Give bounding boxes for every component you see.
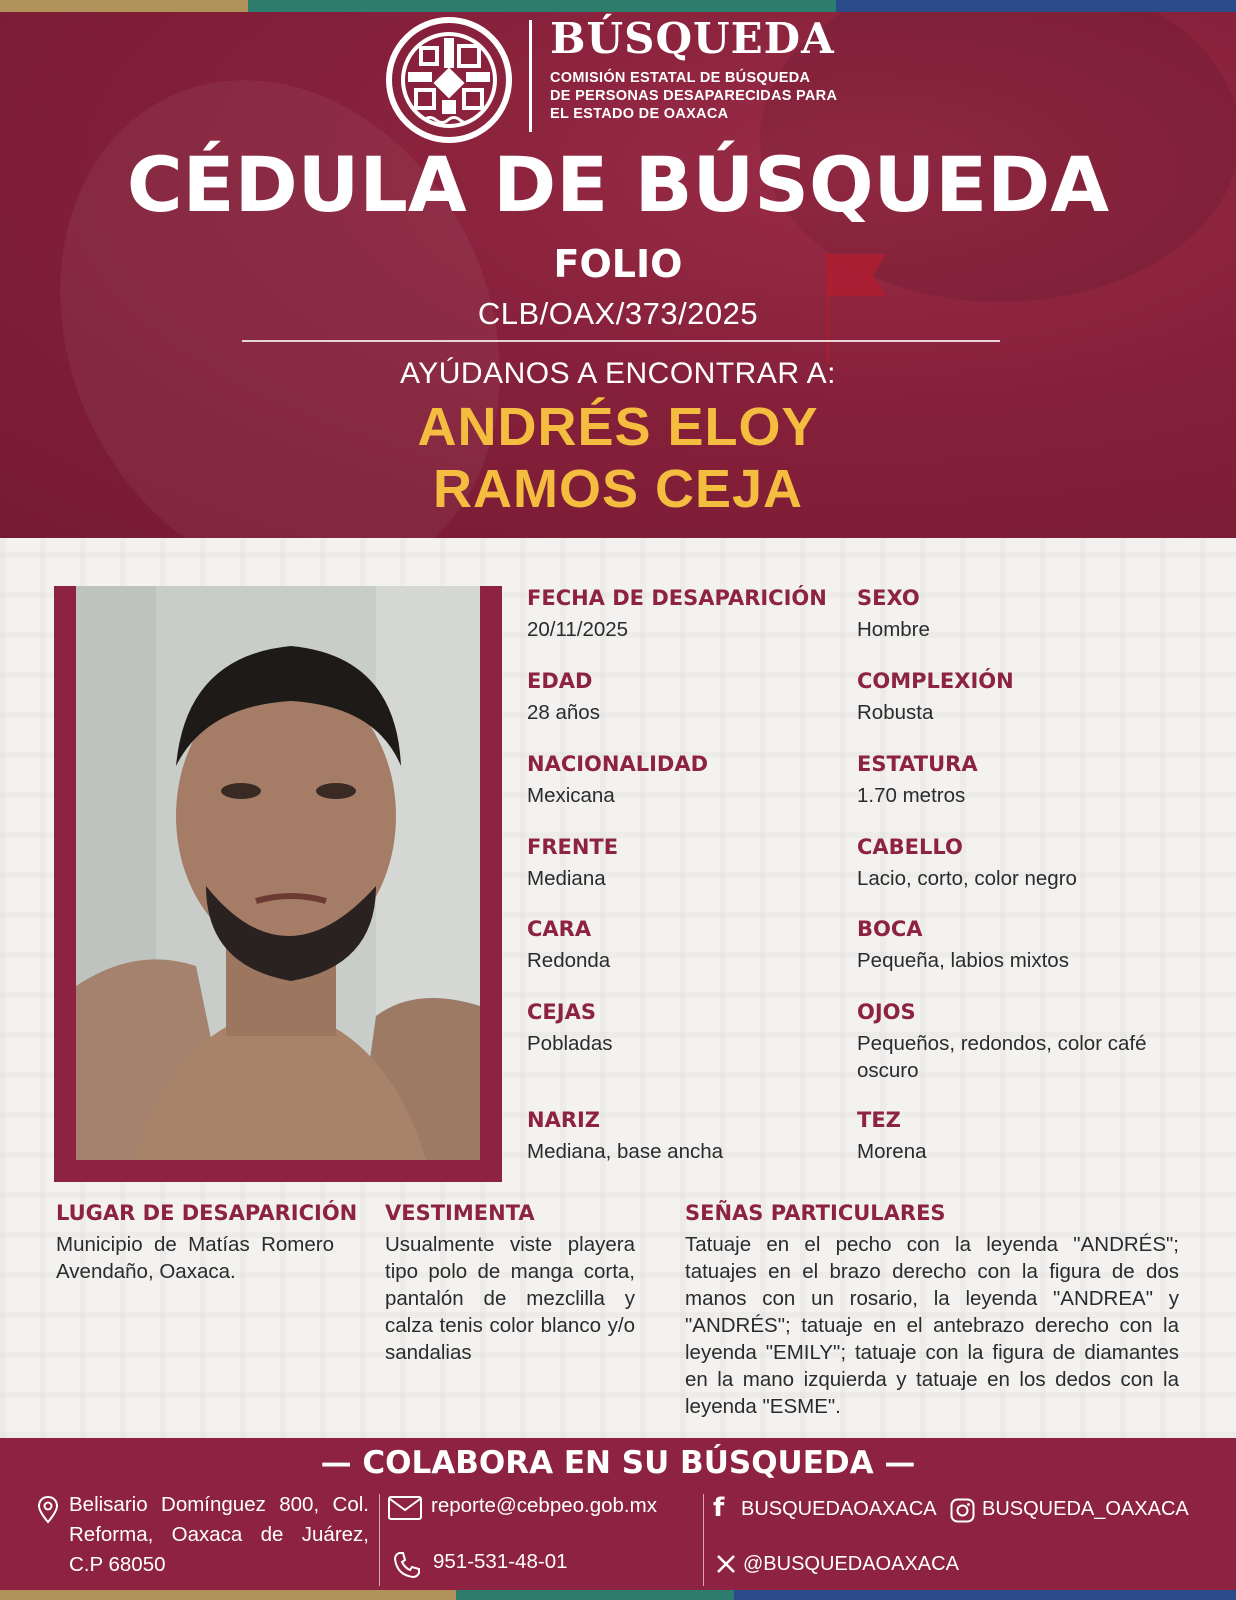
footer-separator — [379, 1494, 380, 1586]
field-label: CABELLO — [857, 835, 963, 859]
field-nacionalidad — [527, 752, 867, 809]
field-label: COMPLEXIÓN — [857, 669, 1014, 693]
field-cara — [527, 917, 867, 974]
field-nariz — [527, 1108, 867, 1165]
footer-phone[interactable]: 951-531-48-01 — [433, 1550, 568, 1573]
field-label: CEJAS — [527, 1000, 596, 1024]
field-value: 20/11/2025 — [527, 618, 629, 641]
footer-address — [69, 1490, 369, 1580]
field-value: Mediana — [527, 867, 606, 890]
folio-value: CLB/OAX/373/2025 — [477, 296, 759, 331]
field-label: OJOS — [857, 1000, 916, 1024]
field-value: Robusta — [857, 701, 934, 724]
field-label: NARIZ — [527, 1108, 601, 1132]
field-label: EDAD — [527, 669, 593, 693]
top-color-stripe — [0, 0, 1236, 12]
section-vestimenta — [385, 1201, 635, 1366]
brand-subtitle-line: COMISIÓN ESTATAL DE BÚSQUEDA — [550, 70, 811, 86]
section-label: LUGAR DE DESAPARICIÓN — [56, 1201, 358, 1225]
instagram-icon — [950, 1498, 975, 1528]
field-label: SEXO — [857, 586, 920, 610]
missing-person-photo — [76, 586, 480, 1160]
footer-separator — [703, 1494, 704, 1586]
section-label: VESTIMENTA — [385, 1201, 535, 1225]
field-value: Lacio, corto, color negro — [857, 867, 1077, 890]
field-value: Hombre — [857, 618, 930, 641]
field-label: FECHA DE DESAPARICIÓN — [527, 586, 827, 610]
section-senas-particulares — [685, 1201, 1179, 1420]
missing-person-name-line1: ANDRÉS ELOY — [417, 397, 819, 457]
section-value: Usualmente viste playera tipo polo de manga corta, pantalón de mezclilla y calza tenis color blanco y/o sandalias — [385, 1233, 635, 1364]
field-sexo — [857, 586, 1197, 643]
phone-icon — [393, 1551, 421, 1584]
field-label: FRENTE — [527, 835, 619, 859]
location-pin-icon — [38, 1496, 58, 1529]
field-cejas — [527, 1000, 867, 1057]
section-value: Municipio de Matías Romero Avendaño, Oaxaca. — [56, 1233, 334, 1283]
brand-subtitle-line: DE PERSONAS DESAPARECIDAS PARA — [550, 88, 838, 104]
logo-divider — [529, 20, 532, 132]
missing-person-name-line2: RAMOS CEJA — [432, 459, 804, 519]
folio-label: FOLIO — [553, 242, 683, 286]
field-complexion — [857, 669, 1197, 726]
footer-instagram[interactable]: BUSQUEDA_OAXACA — [982, 1498, 1189, 1520]
footer-facebook[interactable]: BUSQUEDAOAXACA — [741, 1498, 937, 1520]
section-lugar-desaparicion — [56, 1201, 358, 1285]
field-value: 1.70 metros — [857, 784, 966, 807]
address-line: Belisario Domínguez 800, Col. — [69, 1493, 369, 1516]
field-value: Mediana, base ancha — [527, 1140, 724, 1163]
field-label: NACIONALIDAD — [527, 752, 709, 776]
x-icon — [716, 1554, 736, 1579]
footer-email[interactable]: reporte@cebpeo.gob.mx — [431, 1494, 657, 1517]
field-label: TEZ — [857, 1108, 901, 1132]
field-label: BOCA — [857, 917, 923, 941]
field-boca — [857, 917, 1197, 974]
field-label: ESTATURA — [857, 752, 978, 776]
footer-x[interactable]: @BUSQUEDAOAXACA — [743, 1553, 959, 1575]
section-label: SEÑAS PARTICULARES — [685, 1201, 946, 1225]
facebook-icon: f — [713, 1493, 725, 1523]
brand-title: BÚSQUEDA — [550, 14, 835, 63]
field-tez — [857, 1108, 1197, 1165]
field-ojos — [857, 1000, 1197, 1084]
field-value: 28 años — [527, 701, 600, 724]
section-value: Tatuaje en el pecho con la leyenda "ANDRÉS"; tatuajes en el brazo derecho con la figura de dos manos con un rosario, la leyenda "ANDREA" y "ANDRÉS"; tatuaje en el antebrazo derecho con la leyenda "EMILY"; tatuaje con la figura de diamantes en la mano izquierda y tatuaje en los dedos con la leyenda "ESME". — [685, 1233, 1179, 1418]
field-frente — [527, 835, 867, 892]
field-cabello — [857, 835, 1197, 892]
bottom-color-stripe — [0, 1590, 1236, 1600]
address-line: Reforma, Oaxaca de Juárez, — [69, 1523, 369, 1546]
field-value: Pequeña, labios mixtos — [857, 949, 1069, 972]
field-label: CARA — [527, 917, 592, 941]
header-divider — [242, 340, 1000, 342]
field-estatura — [857, 752, 1197, 809]
field-value: Morena — [857, 1140, 927, 1163]
document-title: CÉDULA DE BÚSQUEDA — [126, 140, 1110, 229]
field-edad — [527, 669, 867, 726]
footer-title: — COLABORA EN SU BÚSQUEDA — — [320, 1445, 916, 1481]
brand-subtitle-line: EL ESTADO DE OAXACA — [550, 106, 729, 122]
field-value: Redonda — [527, 949, 611, 972]
brand-subtitle — [550, 69, 860, 123]
address-line: C.P 68050 — [69, 1553, 166, 1576]
commission-logo-icon — [386, 16, 512, 144]
field-value: Mexicana — [527, 784, 615, 807]
mail-icon — [388, 1496, 422, 1525]
field-value: Pequeños, redondos, color café oscuro — [857, 1032, 1147, 1082]
help-text: AYÚDANOS A ENCONTRAR A: — [399, 357, 837, 390]
field-fecha-desaparicion — [527, 586, 867, 643]
field-value: Pobladas — [527, 1032, 613, 1055]
